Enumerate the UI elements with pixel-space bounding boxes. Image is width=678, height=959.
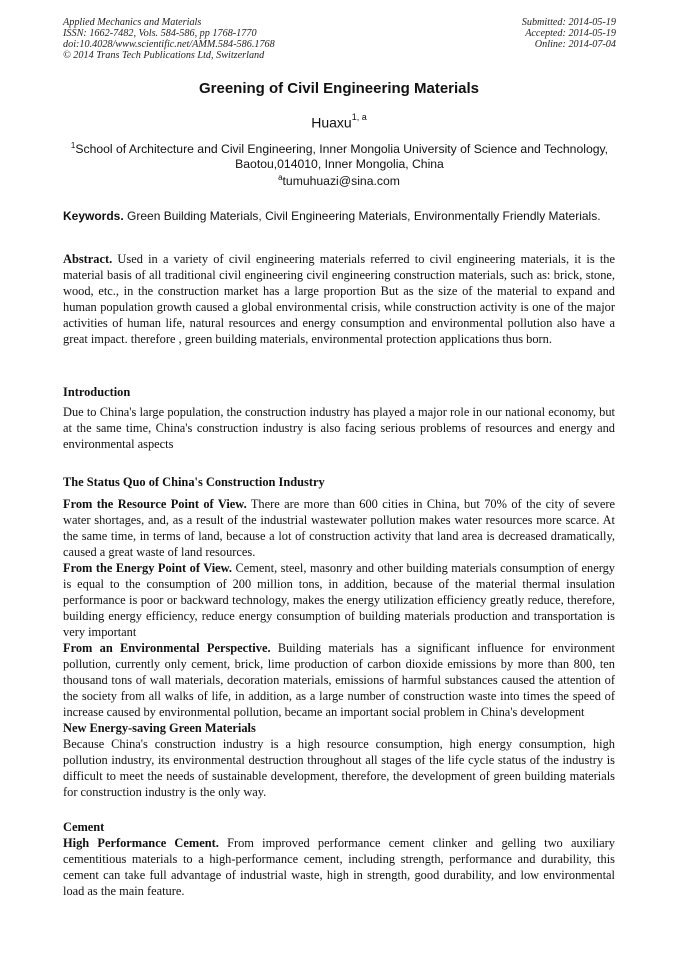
environmental-paragraph (63, 640, 615, 720)
accepted-date: Accepted: 2014-05-19 (525, 28, 616, 39)
environmental-label: From an Environmental Perspective. (63, 641, 271, 655)
submitted-date: Submitted: 2014-05-19 (521, 17, 616, 28)
copyright-line: © 2014 Trans Tech Publications Ltd, Switzerland (63, 50, 265, 61)
energy-label: From the Energy Point of View. (63, 561, 233, 575)
status-quo-section (63, 496, 615, 800)
introduction-text: Due to China's large population, the construction industry has played a major role in our national economy, but at the same time, China's construction industry is also facing serious problems of resources and energy and environmental aspects (63, 405, 615, 451)
new-energy-heading-text: New Energy-saving Green Materials (63, 721, 256, 735)
email-superscript: a (278, 173, 283, 182)
new-energy-paragraph: Because China's construction industry is a high resource consumption, high energy consumption, high pollution industry, its environmental destruction throughout all stages of the life cycle status of the industry is difficult to meet the needs of sustainable development, therefore, the development of green building materials for construction industry is the only way. (63, 737, 615, 799)
resource-paragraph (63, 496, 615, 560)
resource-label: From the Resource Point of View. (63, 497, 247, 511)
author-superscript: 1, a (351, 112, 367, 122)
affiliation-superscript: 1 (70, 141, 76, 150)
cement-section (63, 835, 615, 899)
journal-header (63, 17, 275, 61)
cement-paragraph (63, 835, 615, 899)
journal-name: Applied Mechanics and Materials (63, 17, 202, 28)
dates-header (522, 17, 616, 50)
author-email (0, 173, 678, 188)
keywords-block (63, 208, 615, 224)
status-quo-heading: The Status Quo of China's Construction Industry (63, 475, 325, 489)
online-date: Online: 2014-07-04 (534, 39, 616, 50)
author-line (0, 114, 678, 131)
author-name: Huaxu (311, 114, 352, 131)
email-text: tumuhuazi@sina.com (282, 174, 400, 189)
abstract-label: Abstract. (63, 252, 113, 266)
abstract-block (63, 251, 615, 347)
paper-title: Greening of Civil Engineering Materials (198, 80, 480, 97)
introduction-heading: Introduction (63, 385, 131, 399)
cement-text: From improved performance cement clinker and gelling two auxiliary cementitious materials to a high-performance cement, including strength, performance and durability, this cement can take full advantage of industrial waste, high in strength, good durability, and low environmental load as the main feature. (63, 836, 616, 898)
resource-text: There are more than 600 cities in China, but 70% of the city of severe water shortages, and, as a result of the industrial wastewater pollution makes water resources more scarce. At the same time, in terms of land, because a lot of construction activity that land area is decreased dramatically, caused a great waste of land resources. (63, 497, 615, 559)
affiliation-text: School of Architecture and Civil Engineering, Inner Mongolia University of Science and Technology, Baotou,014010, Inner Mongolia, China (75, 142, 609, 172)
energy-text: Cement, steel, masonry and other building materials consumption of energy is equal to the consumption of 200 million tons, in addition, because of the material thermal insulation performance is poor or backward technology, makes the energy utilization efficiency greatly reduce, therefore, building energy efficiency, reduce energy consumption of building materials production and transportation is very important (63, 561, 615, 639)
issn-line: ISSN: 1662-7482, Vols. 584-586, pp 1768-1770 (63, 28, 257, 39)
keywords-label: Keywords. (63, 209, 124, 223)
doi-line: doi:10.4028/www.scientific.net/AMM.584-586.1768 (63, 39, 275, 50)
abstract-text: Used in a variety of civil engineering materials referred to civil engineering materials, it is the material basis of all traditional civil engineering civil engineering construction materials, such as: brick, stone, wood, etc., in the construction market has a large proportion But as the size of the material to expand and human population growth caused a global environmental crisis, while construction activity is one of the major activities of human life, natural resources and energy consumption and environmental pollution also have a great impact. therefore , green building materials, environmental protection applications thus born. (63, 252, 615, 346)
new-energy-heading (63, 720, 615, 736)
keywords-text: Green Building Materials, Civil Engineering Materials, Environmentally Friendly Materials. (123, 209, 601, 223)
energy-paragraph (63, 560, 615, 640)
environmental-text: Building materials has a significant influence for environment pollution, currently only cement, brick, lime production of carbon dioxide emissions by more than 800, ten thousand tons of wall materials, decoration materials, emissions of harmful substances caused the attention of the society from all walks of life, in addition, as a large number of construction waste into times the speed of increase caused by environmental pollution, became an important social problem in China's development (63, 641, 615, 719)
affiliation (63, 138, 616, 172)
cement-label: High Performance Cement. (63, 836, 219, 850)
cement-heading: Cement (63, 820, 105, 834)
